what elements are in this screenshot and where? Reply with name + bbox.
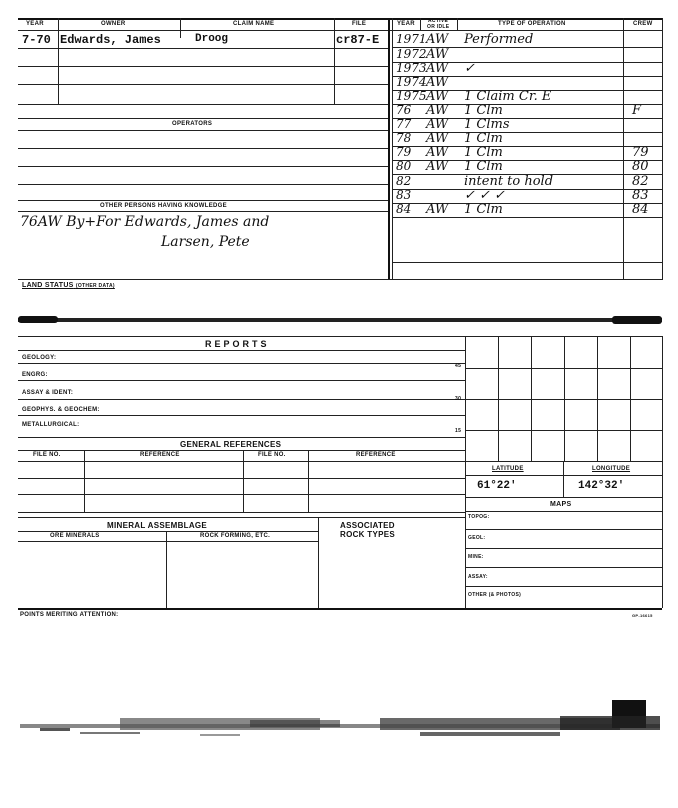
header-crew: CREW [633, 21, 653, 27]
form-number: GP-16615 [632, 613, 653, 618]
header-owner: OWNER [101, 21, 126, 27]
reports-title: REPORTS [205, 339, 270, 349]
header-or-idle: OR IDLE [427, 24, 450, 30]
op-type: 1 Clm [464, 131, 503, 146]
other-persons-note-line2: Larsen, Pete [161, 234, 250, 250]
rock-forming-label: ROCK FORMING, ETC. [200, 533, 271, 539]
op-status: AW [426, 75, 449, 90]
record-owner: Edwards, James [60, 33, 161, 47]
top-border [18, 18, 662, 20]
land-status-text: LAND STATUS [22, 282, 74, 289]
active-col-divider [457, 18, 458, 30]
op-type: 1 Claim Cr. E [464, 89, 552, 104]
year2-col-divider [420, 18, 421, 30]
op-crew: 83 [632, 188, 649, 203]
scale-30: 30 [455, 396, 462, 402]
land-status-sub: (OTHER DATA) [75, 283, 115, 289]
scale-45: 45 [455, 363, 462, 369]
maps-assay: ASSAY: [468, 574, 488, 580]
op-status: AW [426, 89, 449, 104]
latitude-value: 61°22' [477, 480, 517, 492]
op-year: 1973 [396, 61, 427, 75]
other-persons-label: OTHER PERSONS HAVING KNOWLEDGE [100, 203, 227, 209]
record-year: 7-70 [22, 33, 51, 47]
maps-title: MAPS [550, 501, 572, 508]
op-status: AW [426, 202, 449, 217]
points-meriting-attention: POINTS MERITING ATTENTION: [20, 612, 119, 618]
op-year: 82 [396, 174, 412, 188]
ref-reference-2: REFERENCE [356, 452, 396, 458]
op-crew: 79 [632, 145, 649, 160]
maps-geol: GEOL: [468, 535, 486, 541]
scan-noise [0, 680, 678, 750]
op-year: 83 [396, 188, 412, 202]
op-year: 1972 [396, 47, 427, 61]
file-col-divider [334, 18, 335, 104]
record-file: cr87-E [336, 33, 380, 47]
op-year: 76 [396, 103, 412, 117]
op-type: 1 Clm [464, 159, 503, 174]
op-type: ✓ ✓ ✓ [464, 188, 505, 203]
op-year: 78 [396, 131, 412, 145]
op-status: AW [426, 131, 449, 146]
op-year: 77 [396, 117, 412, 131]
op-crew: 80 [632, 159, 649, 174]
op-crew: F [632, 103, 642, 118]
report-engrg: ENGRG: [22, 372, 48, 378]
header-file: FILE [352, 21, 367, 27]
op-crew: 84 [632, 202, 649, 217]
right-border [662, 18, 663, 280]
op-year: 1975 [396, 89, 427, 103]
op-status: AW [426, 61, 449, 76]
rock-types-label: ROCK TYPES [340, 530, 396, 539]
owner-col-divider [180, 18, 181, 38]
header-claim-name: CLAIM NAME [233, 21, 275, 27]
op-year: 84 [396, 202, 412, 216]
op-status: AW [426, 32, 449, 47]
header-active: ACTIVE [428, 18, 449, 24]
op-crew: 82 [632, 174, 649, 189]
op-year: 1971 [396, 32, 427, 46]
op-type: Performed [464, 32, 534, 47]
general-references-title: GENERAL REFERENCES [180, 440, 282, 449]
report-assay: ASSAY & IDENT: [22, 390, 74, 396]
ref-file-no-2: FILE NO. [258, 452, 286, 458]
header-year2: YEAR [397, 21, 415, 27]
op-status: AW [426, 117, 449, 132]
longitude-label: LONGITUDE [592, 466, 631, 472]
center-divider-2 [392, 18, 393, 280]
associated-label: ASSOCIATED [340, 521, 395, 530]
op-status: AW [426, 145, 449, 160]
record-claim-name: Droog [195, 33, 229, 45]
op-type: 1 Clm [464, 103, 503, 118]
land-status-label [22, 282, 115, 289]
op-type: intent to hold [464, 174, 554, 189]
maps-mine: MINE: [468, 554, 484, 560]
op-type: 1 Clm [464, 145, 503, 160]
ore-minerals-label: ORE MINERALS [50, 533, 100, 539]
op-status: AW [426, 159, 449, 174]
op-year: 80 [396, 159, 412, 173]
report-geology: GEOLOGY: [22, 355, 57, 361]
header-type-of-operation: TYPE OF OPERATION [498, 21, 566, 27]
operators-label: OPERATORS [172, 121, 213, 127]
longitude-value: 142°32' [578, 480, 625, 492]
op-type: 1 Clms [464, 117, 510, 132]
maps-other: OTHER (& PHOTOS) [468, 592, 522, 598]
top-section-bottom [18, 279, 662, 280]
header-year: YEAR [26, 21, 44, 27]
latitude-label: LATITUDE [492, 466, 524, 472]
report-geophys: GEOPHYS. & GEOCHEM: [22, 407, 100, 413]
other-persons-note-line1: 76AW By+For Edwards, James and [20, 214, 270, 230]
header-underline [18, 30, 662, 31]
op-year: 1974 [396, 75, 427, 89]
section-separator-bar [18, 318, 662, 322]
center-divider [388, 18, 390, 280]
op-status: AW [426, 103, 449, 118]
ref-file-no-1: FILE NO. [33, 452, 61, 458]
op-status: AW [426, 47, 449, 62]
crew-divider [623, 18, 624, 280]
year-col-divider [58, 18, 59, 104]
mineral-assemblage-title: MINERAL ASSEMBLAGE [107, 521, 208, 530]
maps-topog: TOPOG: [468, 514, 490, 520]
op-type: 1 Clm [464, 202, 503, 217]
op-type: ✓ [464, 61, 475, 76]
ref-reference-1: REFERENCE [140, 452, 180, 458]
report-metallurgical: METALLURGICAL: [22, 422, 80, 428]
scale-15: 15 [455, 428, 462, 434]
op-year: 79 [396, 145, 412, 159]
